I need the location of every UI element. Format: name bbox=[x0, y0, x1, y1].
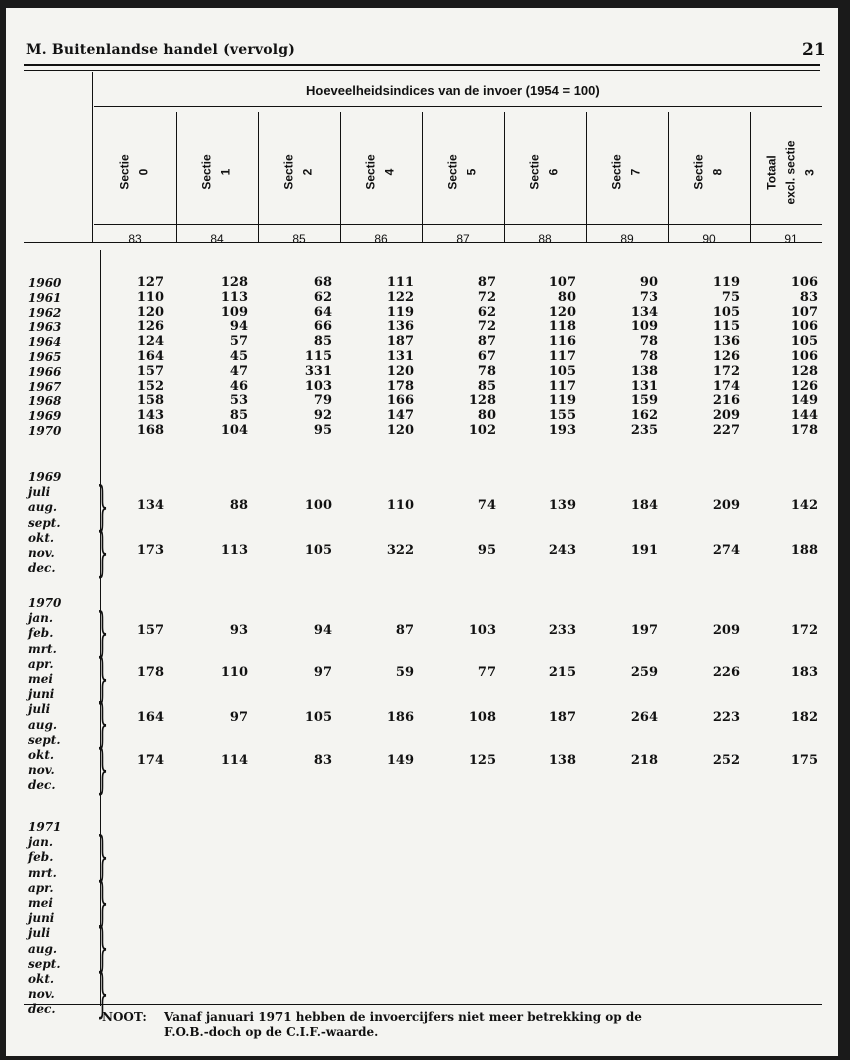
column-header-label: Sectie 2 bbox=[281, 154, 315, 190]
table-cell: 92 bbox=[313, 408, 332, 424]
table-cell: 105 bbox=[790, 334, 818, 350]
table-cell: 119 bbox=[386, 304, 414, 320]
row-label-1961: 1961 bbox=[28, 290, 62, 305]
table-cell: 119 bbox=[712, 275, 740, 290]
table-cell: 120 bbox=[548, 304, 576, 320]
column-number: 88 bbox=[538, 232, 552, 246]
table-cell: 119 bbox=[548, 393, 576, 409]
table-cell: 83 bbox=[799, 289, 818, 305]
table-cell: 174 bbox=[136, 753, 164, 768]
table-cell: 80 bbox=[477, 408, 496, 424]
table-cell: 322 bbox=[386, 543, 414, 558]
colhead-rule bbox=[94, 224, 822, 225]
column-number: 83 bbox=[128, 232, 142, 246]
table-cell: 53 bbox=[229, 393, 248, 409]
column-header-2 bbox=[258, 120, 340, 224]
table-cell: 105 bbox=[712, 304, 740, 320]
quarter-brace: } bbox=[96, 648, 109, 709]
column-header-0 bbox=[94, 120, 176, 224]
table-cell: 87 bbox=[477, 275, 496, 290]
column-header-3 bbox=[340, 120, 422, 224]
table-cell: 66 bbox=[313, 319, 332, 335]
table-cell: 87 bbox=[395, 623, 414, 638]
table-cell: 168 bbox=[136, 423, 164, 438]
table-cell: 162 bbox=[630, 408, 658, 424]
column-header-1 bbox=[176, 120, 258, 224]
quarter-brace: } bbox=[96, 740, 109, 800]
table-cell: 274 bbox=[712, 543, 740, 558]
row-label-1964: 1964 bbox=[28, 335, 62, 350]
table-cell: 125 bbox=[468, 753, 496, 768]
table-cell: 109 bbox=[630, 319, 658, 335]
column-header-label: Sectie 4 bbox=[363, 154, 397, 190]
column-divider bbox=[176, 112, 177, 242]
table-title: Hoeveelheidsindices van de invoer (1954 = 100) bbox=[306, 83, 600, 98]
table-cell: 136 bbox=[712, 334, 740, 350]
header-rule bbox=[24, 64, 820, 66]
row-label-1970: 1970 bbox=[28, 424, 62, 438]
table-cell: 59 bbox=[395, 665, 414, 680]
quarter-brace: } bbox=[96, 872, 109, 933]
table-cell: 62 bbox=[313, 289, 332, 305]
month-label: okt. bbox=[28, 530, 55, 545]
table-cell: 178 bbox=[386, 378, 414, 394]
table-cell: 233 bbox=[548, 623, 576, 638]
column-number: 86 bbox=[374, 232, 388, 246]
quarter-brace: } bbox=[96, 694, 109, 755]
table-cell: 45 bbox=[229, 349, 248, 364]
table-cell: 124 bbox=[136, 334, 164, 350]
table-cell: 115 bbox=[304, 349, 332, 364]
table-cell: 131 bbox=[630, 378, 658, 394]
row-label-1965: 1965 bbox=[28, 350, 62, 364]
table-cell: 209 bbox=[712, 623, 740, 638]
table-cell: 187 bbox=[548, 710, 576, 725]
month-label: mrt. bbox=[28, 865, 57, 880]
table-cell: 226 bbox=[712, 665, 740, 680]
column-number: 85 bbox=[292, 232, 306, 246]
quarter-brace: } bbox=[96, 522, 109, 583]
table-cell: 149 bbox=[386, 753, 414, 768]
table-cell: 117 bbox=[548, 378, 576, 394]
table-cell: 113 bbox=[220, 543, 248, 558]
table-cell: 126 bbox=[136, 319, 164, 335]
table-cell: 94 bbox=[313, 623, 332, 638]
table-cell: 78 bbox=[639, 334, 658, 350]
row-label-1963: 1963 bbox=[28, 320, 62, 335]
table-cell: 78 bbox=[639, 349, 658, 364]
column-number: 90 bbox=[702, 232, 716, 246]
table-cell: 126 bbox=[712, 349, 740, 364]
column-header-8 bbox=[750, 120, 832, 224]
table-cell: 106 bbox=[790, 275, 818, 290]
column-header-label: Totaal excl. sectie 3 bbox=[764, 139, 817, 205]
table-cell: 174 bbox=[712, 378, 740, 394]
table-cell: 72 bbox=[477, 289, 496, 305]
table-cell: 105 bbox=[304, 543, 332, 558]
row-label-1962: 1962 bbox=[28, 305, 62, 320]
table-cell: 62 bbox=[477, 304, 496, 320]
table-cell: 223 bbox=[712, 710, 740, 725]
month-label: okt. bbox=[28, 972, 55, 986]
note-label: NOOT: bbox=[102, 1010, 147, 1024]
row-label-1968: 1968 bbox=[28, 394, 62, 409]
table-cell: 136 bbox=[386, 319, 414, 335]
note-line-1: Vanaf januari 1971 hebben de invoercijfers niet meer betrekking op de bbox=[164, 1010, 642, 1024]
frame-left-top bbox=[92, 72, 93, 242]
table-cell: 143 bbox=[136, 408, 164, 424]
column-header-label: Sectie 0 bbox=[117, 154, 151, 190]
column-number: 87 bbox=[456, 232, 470, 246]
table-cell: 138 bbox=[548, 753, 576, 768]
footnote bbox=[102, 1010, 722, 1040]
table-cell: 93 bbox=[229, 623, 248, 638]
table-cell: 186 bbox=[386, 710, 414, 725]
table-cell: 106 bbox=[790, 349, 818, 364]
table-cell: 252 bbox=[712, 753, 740, 768]
table-cell: 218 bbox=[630, 753, 658, 768]
table-cell: 152 bbox=[136, 378, 164, 394]
table-cell: 110 bbox=[220, 665, 248, 680]
table-cell: 209 bbox=[712, 408, 740, 424]
table-cell: 85 bbox=[477, 378, 496, 394]
column-header-7 bbox=[668, 120, 750, 224]
table-cell: 97 bbox=[229, 710, 248, 725]
column-number: 89 bbox=[620, 232, 634, 246]
table-cell: 107 bbox=[548, 275, 576, 290]
table-cell: 67 bbox=[477, 349, 496, 364]
table-cell: 80 bbox=[557, 289, 576, 305]
table-cell: 111 bbox=[386, 275, 414, 290]
month-label: okt. bbox=[28, 748, 55, 762]
month-label: juni bbox=[28, 911, 55, 926]
column-header-label: Sectie 1 bbox=[199, 154, 233, 190]
table-cell: 88 bbox=[229, 498, 248, 513]
column-divider bbox=[668, 112, 669, 242]
table-cell: 127 bbox=[136, 275, 164, 290]
column-header-label: Sectie 8 bbox=[691, 154, 725, 190]
table-cell: 115 bbox=[712, 319, 740, 335]
table-cell: 235 bbox=[630, 423, 658, 438]
table-cell: 94 bbox=[229, 319, 248, 335]
column-divider bbox=[750, 112, 751, 242]
month-label: feb. bbox=[28, 626, 54, 641]
table-bottom-rule bbox=[24, 1004, 822, 1005]
table-cell: 114 bbox=[220, 753, 248, 768]
table-cell: 134 bbox=[630, 304, 658, 320]
month-label: mei bbox=[28, 896, 53, 910]
document-page bbox=[6, 8, 838, 1056]
table-cell: 87 bbox=[477, 334, 496, 350]
table-cell: 147 bbox=[386, 408, 414, 424]
table-cell: 175 bbox=[790, 753, 818, 768]
table-cell: 187 bbox=[386, 334, 414, 350]
block-year-1971: 1971 bbox=[28, 820, 62, 834]
table-cell: 97 bbox=[313, 665, 332, 680]
section-title: M. Buitenlandse handel (vervolg) bbox=[26, 42, 296, 58]
table-cell: 216 bbox=[712, 393, 740, 409]
month-label: dec. bbox=[28, 1002, 56, 1017]
quarter-brace: } bbox=[96, 964, 109, 1024]
month-label: sept. bbox=[28, 956, 61, 971]
table-cell: 172 bbox=[712, 363, 740, 379]
table-cell: 184 bbox=[630, 498, 658, 513]
month-label: mrt. bbox=[28, 641, 57, 656]
table-cell: 75 bbox=[721, 289, 740, 305]
month-label: dec. bbox=[28, 778, 56, 793]
table-cell: 173 bbox=[136, 543, 164, 558]
month-label: apr. bbox=[28, 880, 54, 895]
month-label: juli bbox=[28, 926, 51, 941]
table-cell: 120 bbox=[386, 363, 414, 379]
quarter-brace: } bbox=[96, 827, 109, 888]
column-divider bbox=[258, 112, 259, 242]
table-cell: 110 bbox=[136, 289, 164, 305]
quarter-brace: } bbox=[96, 603, 109, 664]
note-line-2: F.O.B.-doch op de C.I.F.-waarde. bbox=[164, 1025, 379, 1039]
table-cell: 72 bbox=[477, 319, 496, 335]
block-year-1969: 1969 bbox=[28, 470, 62, 484]
table-cell: 104 bbox=[220, 423, 248, 438]
month-label: sept. bbox=[28, 515, 61, 530]
column-header-label: Sectie 7 bbox=[609, 154, 643, 190]
table-cell: 68 bbox=[313, 275, 332, 290]
month-label: jan. bbox=[28, 835, 54, 850]
month-label: aug. bbox=[28, 500, 58, 515]
table-cell: 79 bbox=[313, 393, 332, 409]
table-cell: 103 bbox=[468, 623, 496, 638]
table-cell: 90 bbox=[639, 275, 658, 290]
table-cell: 157 bbox=[136, 623, 164, 638]
table-cell: 118 bbox=[548, 319, 576, 335]
table-cell: 74 bbox=[477, 498, 496, 513]
table-cell: 95 bbox=[313, 423, 332, 438]
table-cell: 134 bbox=[136, 498, 164, 513]
table-cell: 144 bbox=[790, 408, 818, 424]
table-cell: 120 bbox=[386, 423, 414, 438]
month-label: dec. bbox=[28, 561, 56, 576]
table-cell: 139 bbox=[548, 498, 576, 513]
table-cell: 122 bbox=[386, 289, 414, 305]
table-cell: 178 bbox=[790, 423, 818, 438]
table-cell: 142 bbox=[790, 498, 818, 513]
table-cell: 110 bbox=[386, 498, 414, 513]
table-cell: 64 bbox=[313, 304, 332, 320]
table-cell: 57 bbox=[229, 334, 248, 350]
table-cell: 100 bbox=[304, 498, 332, 513]
column-divider bbox=[586, 112, 587, 242]
table-cell: 102 bbox=[468, 423, 496, 438]
table-cell: 126 bbox=[790, 378, 818, 394]
table-cell: 105 bbox=[548, 363, 576, 379]
table-cell: 227 bbox=[712, 423, 740, 438]
table-cell: 95 bbox=[477, 543, 496, 558]
row-label-1966: 1966 bbox=[28, 364, 62, 379]
column-header-label: Sectie 5 bbox=[445, 154, 479, 190]
month-label: nov. bbox=[28, 763, 55, 778]
month-label: nov. bbox=[28, 546, 55, 560]
column-header-5 bbox=[504, 120, 586, 224]
table-cell: 164 bbox=[136, 349, 164, 364]
table-cell: 243 bbox=[548, 543, 576, 558]
table-cell: 46 bbox=[229, 378, 248, 394]
month-label: juni bbox=[28, 687, 55, 702]
table-cell: 83 bbox=[313, 753, 332, 768]
table-cell: 77 bbox=[477, 665, 496, 680]
table-cell: 182 bbox=[790, 710, 818, 725]
row-label-1960: 1960 bbox=[28, 276, 62, 290]
table-cell: 107 bbox=[790, 304, 818, 320]
table-cell: 103 bbox=[304, 378, 332, 394]
block-year-1970: 1970 bbox=[28, 596, 62, 610]
column-header-6 bbox=[586, 120, 668, 224]
table-cell: 264 bbox=[630, 710, 658, 725]
table-cell: 106 bbox=[790, 319, 818, 335]
table-cell: 164 bbox=[136, 710, 164, 725]
column-divider bbox=[422, 112, 423, 242]
column-divider bbox=[504, 112, 505, 242]
column-divider bbox=[340, 112, 341, 242]
table-cell: 116 bbox=[548, 334, 576, 350]
table-cell: 149 bbox=[790, 393, 818, 409]
table-cell: 128 bbox=[220, 275, 248, 290]
table-cell: 215 bbox=[548, 665, 576, 680]
table-cell: 191 bbox=[630, 543, 658, 558]
month-label: mei bbox=[28, 672, 53, 686]
column-number: 84 bbox=[210, 232, 224, 246]
table-cell: 166 bbox=[386, 393, 414, 409]
month-label: aug. bbox=[28, 717, 58, 732]
table-cell: 117 bbox=[548, 349, 576, 364]
table-cell: 331 bbox=[304, 363, 332, 379]
table-cell: 178 bbox=[136, 665, 164, 680]
row-label-1967: 1967 bbox=[28, 379, 62, 394]
column-header-4 bbox=[422, 120, 504, 224]
month-label: nov. bbox=[28, 987, 55, 1002]
table-cell: 113 bbox=[220, 289, 248, 305]
table-cell: 128 bbox=[790, 363, 818, 379]
table-cell: 172 bbox=[790, 623, 818, 638]
table-cell: 131 bbox=[386, 349, 414, 364]
month-label: jan. bbox=[28, 611, 54, 626]
month-label: feb. bbox=[28, 850, 54, 865]
table-cell: 155 bbox=[548, 408, 576, 424]
header-rule-thin bbox=[24, 70, 820, 71]
table-cell: 73 bbox=[639, 289, 658, 305]
table-cell: 183 bbox=[790, 665, 818, 680]
table-cell: 128 bbox=[468, 393, 496, 409]
table-cell: 188 bbox=[790, 543, 818, 558]
quarter-brace: } bbox=[96, 477, 109, 538]
table-cell: 109 bbox=[220, 304, 248, 320]
table-cell: 259 bbox=[630, 665, 658, 680]
table-cell: 138 bbox=[630, 363, 658, 379]
table-cell: 85 bbox=[313, 334, 332, 350]
month-label: apr. bbox=[28, 656, 54, 671]
month-label: juli bbox=[28, 485, 51, 500]
row-label-1969: 1969 bbox=[28, 409, 62, 424]
table-cell: 47 bbox=[229, 363, 248, 379]
table-cell: 209 bbox=[712, 498, 740, 513]
table-cell: 158 bbox=[136, 393, 164, 409]
column-number: 91 bbox=[784, 232, 798, 246]
table-cell: 159 bbox=[630, 393, 658, 409]
table-cell: 157 bbox=[136, 363, 164, 379]
table-cell: 108 bbox=[468, 710, 496, 725]
column-header-label: Sectie 6 bbox=[527, 154, 561, 190]
table-cell: 193 bbox=[548, 423, 576, 438]
month-label: sept. bbox=[28, 732, 61, 747]
quarter-brace: } bbox=[96, 918, 109, 979]
month-label: aug. bbox=[28, 941, 58, 956]
page-number: 21 bbox=[802, 40, 826, 60]
table-cell: 85 bbox=[229, 408, 248, 424]
table-cell: 197 bbox=[630, 623, 658, 638]
title-rule bbox=[94, 106, 822, 107]
table-cell: 120 bbox=[136, 304, 164, 320]
table-cell: 78 bbox=[477, 363, 496, 379]
table-cell: 105 bbox=[304, 710, 332, 725]
month-label: juli bbox=[28, 702, 51, 717]
